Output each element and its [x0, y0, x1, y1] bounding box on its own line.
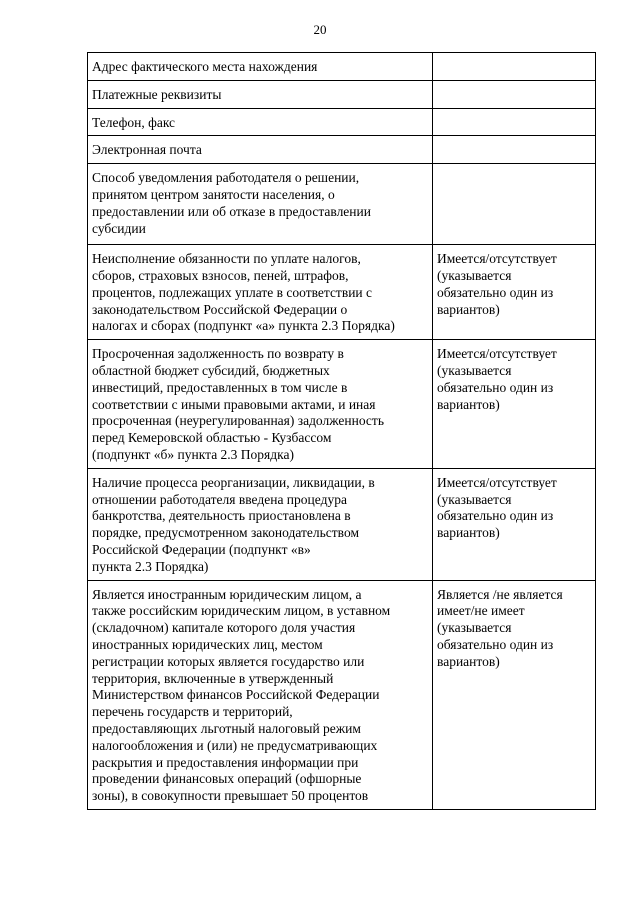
table-row	[88, 468, 596, 580]
row-label: Адрес фактического места нахождения	[88, 53, 433, 81]
table-row	[88, 53, 596, 81]
row-value: Имеется/отсутствует (указывается обязательно один из вариантов)	[433, 245, 596, 340]
row-value	[433, 53, 596, 81]
row-value: Является /не является имеет/не имеет (указывается обязательно один из вариантов)	[433, 580, 596, 809]
row-value	[433, 80, 596, 108]
table-row	[88, 580, 596, 809]
table-row	[88, 164, 596, 245]
table-row	[88, 80, 596, 108]
row-value: Имеется/отсутствует (указывается обязательно один из вариантов)	[433, 468, 596, 580]
row-label: Наличие процесса реорганизации, ликвидации, в отношении работодателя введена процедура банкротства, деятельность приостановлена в порядке, предусмотренном законодательством Российской Федерации (подпункт «в» пункта 2.3 Порядка)	[88, 468, 433, 580]
table-row	[88, 108, 596, 136]
row-label: Платежные реквизиты	[88, 80, 433, 108]
row-label: Просроченная задолженность по возврату в областной бюджет субсидий, бюджетных инвестиций, предоставленных в том числе в соответствии с иными правовыми актами, и иная просроченная (неурегулированная) задолженность перед Кемеровской областью - Кузбассом (подпункт «б» пункта 2.3 Порядка)	[88, 340, 433, 469]
row-label: Электронная почта	[88, 136, 433, 164]
row-label: Телефон, факс	[88, 108, 433, 136]
row-label: Неисполнение обязанности по уплате налогов, сборов, страховых взносов, пеней, штрафов, процентов, подлежащих уплате в соответствии с законодательством Российской Федерации о налогах и сборах (подпункт «а» пункта 2.3 Порядка)	[88, 245, 433, 340]
row-value	[433, 108, 596, 136]
page-number: 20	[313, 22, 327, 37]
row-value: Имеется/отсутствует (указывается обязательно один из вариантов)	[433, 340, 596, 469]
row-value	[433, 164, 596, 245]
form-table	[87, 52, 596, 810]
table-row	[88, 136, 596, 164]
row-label: Способ уведомления работодателя о решении, принятом центром занятости населения, о предоставлении или об отказе в предоставлении субсидии	[88, 164, 433, 245]
table-row	[88, 245, 596, 340]
row-value	[433, 136, 596, 164]
table-row	[88, 340, 596, 469]
row-label: Является иностранным юридическим лицом, а также российским юридическим лицом, в уставном (складочном) капитале которого доля участия иностранных юридических лиц, местом регистрации которых является государство или территория, включенные в утвержденный Министерством финансов Российской Федерации перечень государств и территорий, предоставляющих льготный налоговый режим налогообложения и (или) не предусматривающих раскрытия и предоставления информации при проведении финансовых операций (офшорные зоны), в совокупности превышает 50 процентов	[88, 580, 433, 809]
